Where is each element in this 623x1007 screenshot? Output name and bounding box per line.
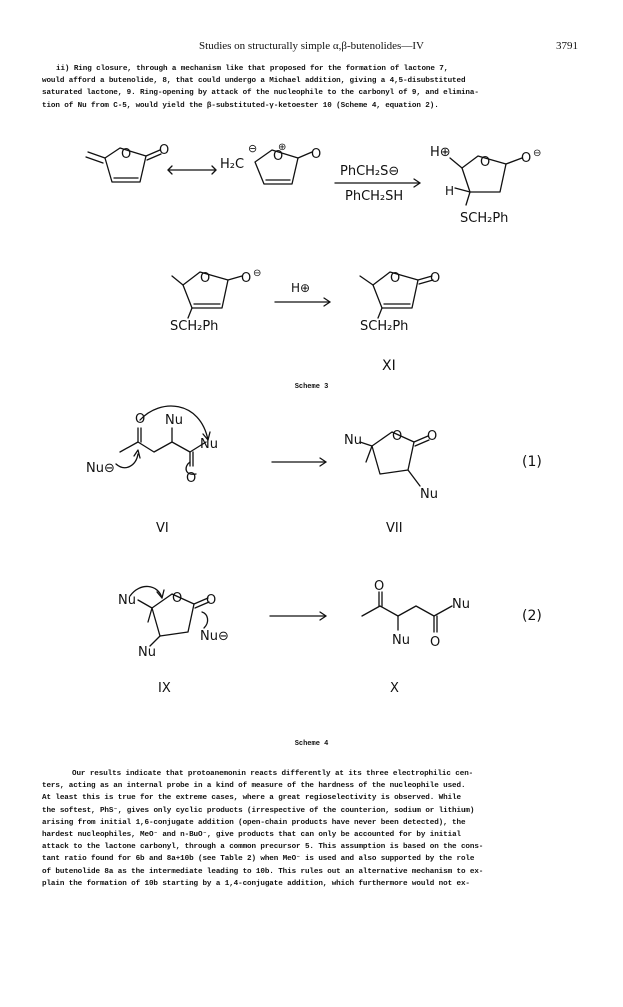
compound-vi-label: VI [156,521,169,536]
equation-1-number: (1) [522,454,542,470]
anion-charge: ⊖ [248,142,258,155]
h-plus-label-2: H⊕ [291,281,311,295]
x-oxygen-2: O [430,635,441,650]
intermediate-oxygen: O [521,151,532,166]
compound-vi-structure [116,406,210,474]
body-line: arising from initial 1,6-conjugate addition (open-chain products have never been detected), the [42,818,466,827]
equation-1-arrow [272,458,326,466]
vi-nu-minus: Nu⊖ [86,461,115,476]
scheme-4-caption: Scheme 4 [294,740,329,748]
ix-nu-1: Nu [118,593,136,608]
reagent-bottom: PhCH₂SH [345,189,404,204]
ix-nu-minus: Nu⊖ [200,629,229,644]
xi-ring-oxygen: O [390,271,401,286]
body-line: plain the formation of 10b starting by a 1,4-conjugate addition, which furthermore would not ex- [42,879,470,888]
intro-line: would afford a butenolide, 8, that could undergo a Michael addition, giving a 4,5-disubstituted [42,77,466,86]
ix-carbonyl-oxygen: O [206,593,217,608]
equation-2-arrow [270,612,326,620]
sch2ph-label-3: SCH₂Ph [360,319,409,334]
anion-structure [255,150,312,184]
anion-ring-oxygen: O [273,149,284,164]
running-header-title: Studies on structurally simple α,β-butenolides—IV [199,40,424,52]
compound-ix-label: IX [158,681,171,696]
sch2ph-label-1: SCH₂Ph [460,211,509,226]
ring-oxygen-label: O [121,147,132,162]
compound-x-structure [362,592,452,632]
body-line: At least this is true for the extreme cases, where a great regioselectivity is observed. While [42,794,461,803]
vi-nu-2: Nu [200,437,218,452]
x-oxygen-1: O [374,579,385,594]
body-line: tant ratio found for 6b and 8a+10b (see Table 2) when MeO⁻ is used and also supported by the role [42,855,475,864]
compound-ix-structure [130,586,209,646]
vii-nu-1: Nu [344,433,362,448]
equation-2-number: (2) [522,608,542,624]
ix-ring-oxygen: O [172,591,183,606]
resonance-arrow [168,166,216,174]
reagent-top: PhCH₂S⊖ [340,164,400,179]
intro-line: ii) Ring closure, through a mechanism like that proposed for the formation of lactone 7, [56,65,449,73]
body-line: the softest, PhS⁻, gives only cyclic products (irrespective of the counterion, sodium or lithium) [42,806,475,815]
h-plus-label: H⊕ [430,145,451,160]
anion-carbonyl-oxygen: O [311,147,322,162]
sch2ph-label-2: SCH₂Ph [170,319,219,334]
vii-carbonyl-oxygen: O [427,429,438,444]
x-nu-1: Nu [452,597,470,612]
ix-nu-2: Nu [138,645,156,660]
vi-oxygen-1: O [135,412,146,427]
page-number: 3791 [556,40,578,52]
scheme-3-caption: Scheme 3 [294,383,329,391]
enolate-ring-oxygen: O [200,271,211,286]
compound-vii-label: VII [386,521,403,536]
intro-line: saturated lactone, 9. Ring-opening by attack of the nucleophile to the carbonyl of 9, and elimina- [42,89,479,98]
vii-ring-oxygen: O [392,429,403,444]
body-line: Our results indicate that protoanemonin reacts differently at its three electrophilic cen- [72,770,474,778]
anion-ring-plus: ⊕ [278,142,287,153]
xi-carbonyl-oxygen: O [430,271,441,286]
intermediate-charge: ⊖ [533,148,542,159]
vii-nu-2: Nu [420,487,438,502]
enolate-oxygen: O [241,271,252,286]
reaction-arrow-2 [275,298,330,306]
body-line: ters, acting as an internal probe in a kind of measure of the hardness of the nucleophile used. [42,782,466,791]
compound-xi-label: XI [382,358,396,374]
body-line: attack to the lactone carbonyl, through a common precursor 5. This assumption is based on the cons- [42,843,484,852]
enolate-charge: ⊖ [253,268,262,279]
vi-nu-1: Nu [165,413,183,428]
intermediate-ring-oxygen: O [480,155,491,170]
reaction-arrow-1 [335,179,420,187]
h-label: H [445,184,455,198]
h2c-label: H₂C [220,157,245,172]
x-nu-2: Nu [392,633,410,648]
intro-line: tion of Nu from C-5, would yield the β-substituted-γ-ketoester 10 (Scheme 4, equation 2). [42,101,439,110]
compound-x-label: X [390,681,399,696]
body-paragraph [42,768,582,890]
vi-oxygen-2: O [186,471,197,486]
body-line: of butenolide 8a as the intermediate leading to 10b. This rules out an alternative mechanism to ex- [42,867,484,876]
body-line: hardest nucleophiles, MeO⁻ and n-BuO⁻, give products that can only be accounted for by initial [42,831,461,840]
carbonyl-oxygen-label: O [159,143,170,158]
